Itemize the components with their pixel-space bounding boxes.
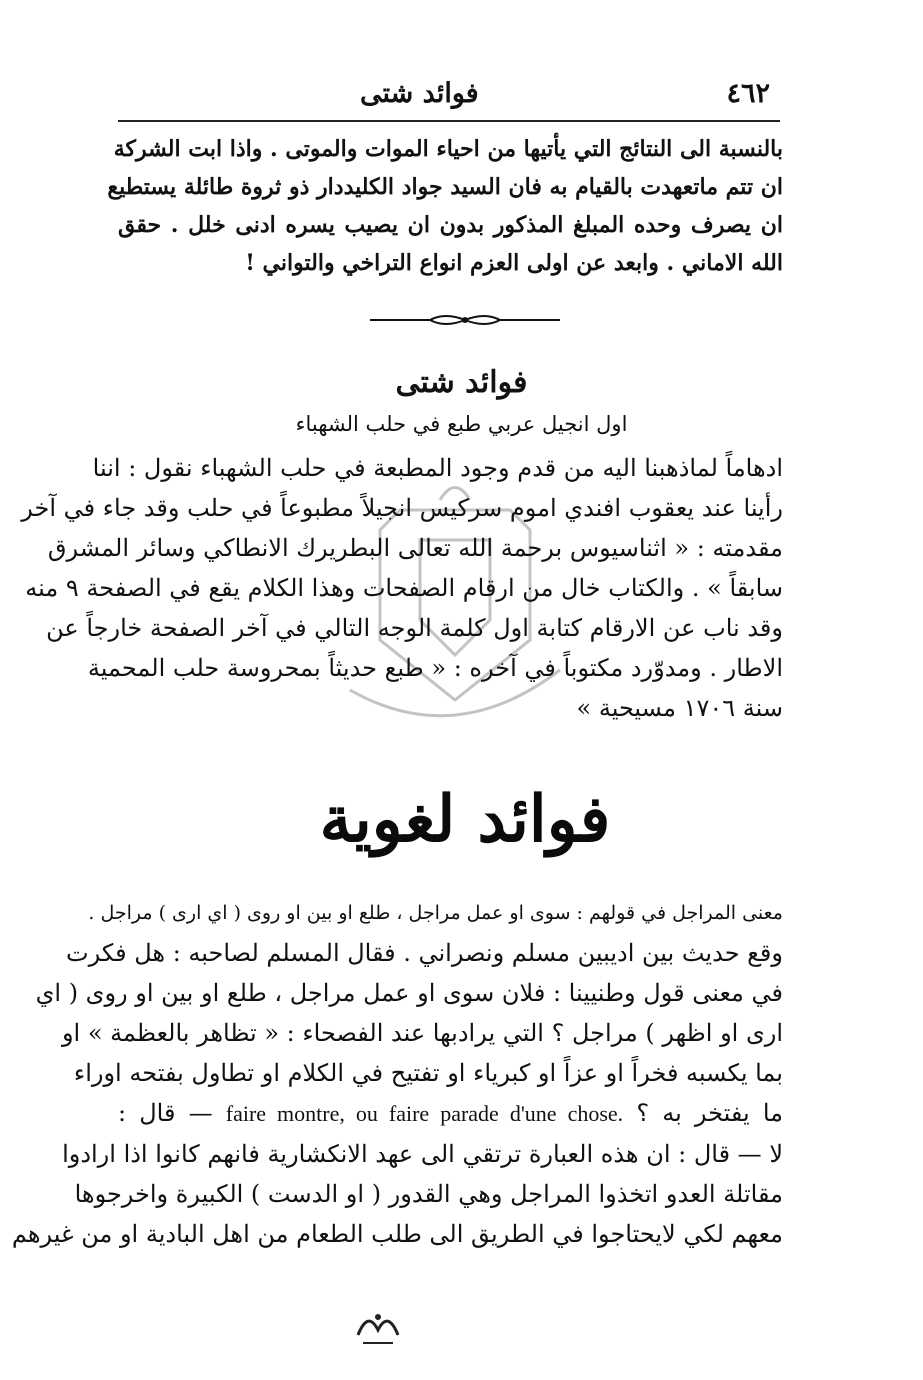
- text-line: الله الاماني . وابعد عن اولى العزم انواع التراخي والتواني !: [245, 250, 783, 276]
- calligraphic-title-text: فوائد لغوية: [319, 782, 611, 857]
- text-fragment: — قال :: [118, 1099, 213, 1127]
- text-line: لا — قال : ان هذه العبارة ترتقي الى عهد الانكشارية فانهم كانوا اذا ارادوا: [62, 1140, 783, 1168]
- ornamental-divider-icon: [370, 312, 560, 328]
- text-line: وقد ناب عن الارقام كتابة اول كلمة الوجه التالي في آخر الصفحة خارجاً عن: [46, 614, 783, 642]
- text-line: ان يصرف وحده المبلغ المذكور بدون ان يصيب يسره ادنى خلل . حقق: [118, 212, 783, 238]
- text-line: معهم لكي لايحتاجوا في الطريق الى طلب الطعام من اهل البادية او من غيرهم: [11, 1220, 783, 1248]
- running-title: فوائد شتى: [360, 78, 479, 109]
- text-line: سابقاً » . والكتاب خال من ارقام الصفحات وهذا الكلام يقع في الصفحة ٩ منه: [25, 574, 783, 602]
- text-line: بالنسبة الى النتائج التي يأتيها من احياء الموات والموتى . واذا ابت الشركة: [113, 136, 783, 162]
- printer-mark-icon: [348, 1305, 408, 1350]
- text-line: مقدمته : « اثناسيوس برحمة الله تعالى البطريرك الانطاكي وسائر المشرق: [47, 534, 783, 562]
- paragraph-continuation: [107, 130, 783, 282]
- text-line: رأينا عند يعقوب افندي اموم سركيس انجيلاً مطبوعاً في حلب وقد جاء في آخر: [21, 494, 783, 522]
- text-line: ارى او اظهر ) مراجل ؟ التي يرادبها عند الفصحاء : « تظاهر بالعظمة » او: [61, 1019, 783, 1047]
- header-rule: [118, 120, 780, 122]
- text-line-with-french: [118, 1093, 783, 1134]
- section-1-body: [21, 448, 783, 728]
- section-title: فوائد شتى: [395, 365, 528, 400]
- text-line: بما يكسبه فخراً او عزاً او كبرياء او تفتيح في الكلام او تطاول بفتحه اوراء: [73, 1059, 783, 1087]
- text-line: ان تتم ماتعهدت بالقيام به فان السيد جواد الكليددار ذو ثروة طائلة يستطيع: [107, 174, 783, 200]
- text-line: ادهاماً لماذهبنا اليه من قدم وجود المطبعة في حلب الشهباء نقول : اننا: [92, 454, 783, 482]
- text-fragment: ما يفتخر به ؟: [636, 1099, 784, 1127]
- text-line: معنى المراجل في قولهم : سوى او عمل مراجل ، طلع او بين او روى ( اي ارى ) مراجل .: [88, 902, 783, 924]
- calligraphic-title: [290, 770, 640, 880]
- running-header: [120, 78, 770, 118]
- section-subtitle: اول انجيل عربي طبع في حلب الشهباء: [295, 412, 628, 436]
- text-line: في معنى قول وطنيينا : فلان سوى او عمل مراجل ، طلع او بين او روى ( اي: [35, 979, 783, 1007]
- page-number: ٤٦٢: [726, 78, 770, 109]
- section-2-body: [11, 893, 784, 1254]
- text-line: سنة ١٧٠٦ مسيحية »: [576, 694, 783, 722]
- text-line: مقاتلة العدو اتخذوا المراجل وهي القدور ( او الدست ) الكبيرة واخرجوها: [74, 1180, 783, 1208]
- text-line: وقع حديث بين اديبين مسلم ونصراني . فقال المسلم لصاحبه : هل فكرت: [66, 939, 783, 967]
- french-phrase: faire montre, ou faire parade d'une chose.: [225, 1101, 624, 1126]
- text-line: الاطار . ومدوّرد مكتوباً في آخره : « طبع حديثاً بمحروسة حلب المحمية: [87, 654, 783, 682]
